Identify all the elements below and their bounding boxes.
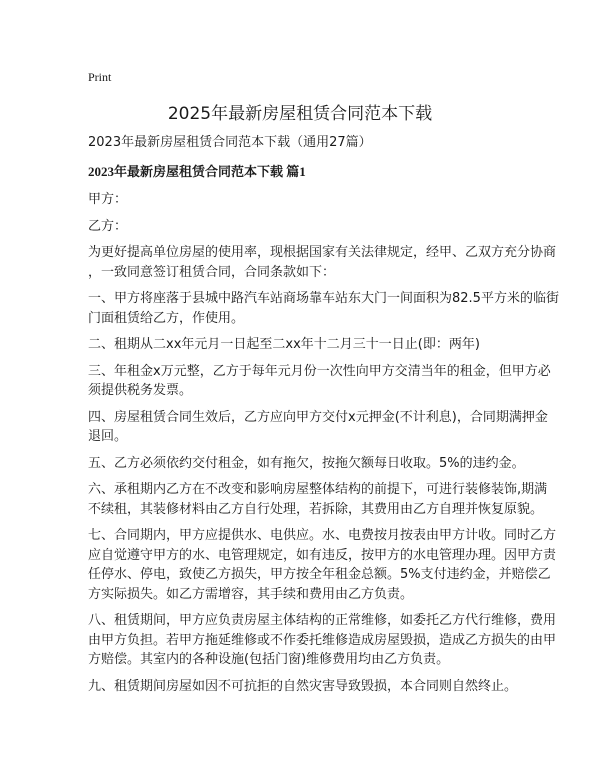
paragraph-line: 四、房屋租赁合同生效后，乙方应向甲方交付x元押金(不计利息)，合同期满押金 xyxy=(88,409,548,425)
paragraph-line: 应自觉遵守甲方的水、电管理规定，如有违反，按甲方的水电管理办理。因甲方责 xyxy=(88,547,557,563)
paragraph xyxy=(88,335,548,355)
paragraph-line: 由甲方负担。若甲方拖延维修或不作委托维修造成房屋毁损，造成乙方损失的由甲 xyxy=(88,632,557,648)
paragraph xyxy=(88,454,548,474)
paragraph-list xyxy=(88,190,559,696)
document-subtitle: 2023年最新房屋租赁合同范本下载（通用27篇） xyxy=(88,135,372,150)
paragraph-line: 九、租赁期间房屋如因不可抗拒的自然灾害导致毁损，本合同则自然终止。 xyxy=(88,678,518,694)
paragraph-line: 方实际损失。如乙方需增容，其手续和费用由乙方负责。 xyxy=(88,586,414,602)
paragraph xyxy=(88,190,548,210)
paragraph-line: 门面租赁给乙方，作使用。 xyxy=(88,310,245,326)
paragraph-line: 一、甲方将座落于县城中路汽车站商场靠车站东大门一间面积为82.5平方米的临街 xyxy=(88,291,559,306)
paragraph xyxy=(88,611,557,670)
paragraph xyxy=(88,362,551,401)
paragraph-line: 方赔偿。其室内的各种设施(包括门窗)维修费用均由乙方负责。 xyxy=(88,652,450,667)
paragraph xyxy=(88,289,559,328)
paragraph-line: 不续租，其装修材料由乙方自行处理，若拆除，其费用由乙方自理并恢复原貌。 xyxy=(88,501,544,517)
paragraph xyxy=(88,408,548,447)
paragraph-line: 七、合同期内，甲方应提供水、电供应。水、电费按月按表由甲方计收。同时乙方 xyxy=(88,528,557,543)
paragraph-line: ，一致同意签订租赁合同，合同条款如下： xyxy=(88,264,336,280)
document-body xyxy=(88,133,559,703)
paragraph-line: 二、租期从二xx年元月一日起至二xx年十二月三十一日止(即：两年) xyxy=(88,337,480,352)
section-heading: 2023年最新房屋租赁合同范本下载 篇1 xyxy=(88,163,306,179)
paragraph-line: 甲方： xyxy=(88,192,128,207)
paragraph xyxy=(88,217,548,237)
document-title: 2025年最新房屋租赁合同范本下载 xyxy=(167,104,433,124)
paragraph-line: 乙方： xyxy=(88,218,128,234)
paragraph-line: 八、租赁期间，甲方应负责房屋主体结构的正常维修，如委托乙方代行维修，费用 xyxy=(88,613,557,628)
paragraph-line: 五、乙方必须依约交付租金，如有拖欠，按拖欠额每日收取。5%的违约金。 xyxy=(88,455,525,471)
paragraph-line: 为更好提高单位房屋的使用率，现根据国家有关法律规定，经甲、乙双方充分协商 xyxy=(88,245,557,260)
paragraph xyxy=(88,480,548,519)
paragraph-line: 须提供税务发票。 xyxy=(88,383,193,398)
paragraph-line: 六、承租期内乙方在不改变和影响房屋整体结构的前提下，可进行装修装饰,期满 xyxy=(88,482,548,497)
paragraph-line: 三、年租金x万元整，乙方于每年元月份一次性向甲方交清当年的租金，但甲方必 xyxy=(88,363,551,379)
paragraph xyxy=(88,243,557,282)
paragraph-line: 退回。 xyxy=(88,429,128,444)
paragraph xyxy=(88,526,557,604)
paragraph xyxy=(88,677,548,697)
print-link[interactable]: Print xyxy=(88,70,112,84)
paragraph-line: 任停水、停电，致使乙方损失，甲方按全年租金总额。5%支付违约金，并赔偿乙 xyxy=(88,567,551,582)
